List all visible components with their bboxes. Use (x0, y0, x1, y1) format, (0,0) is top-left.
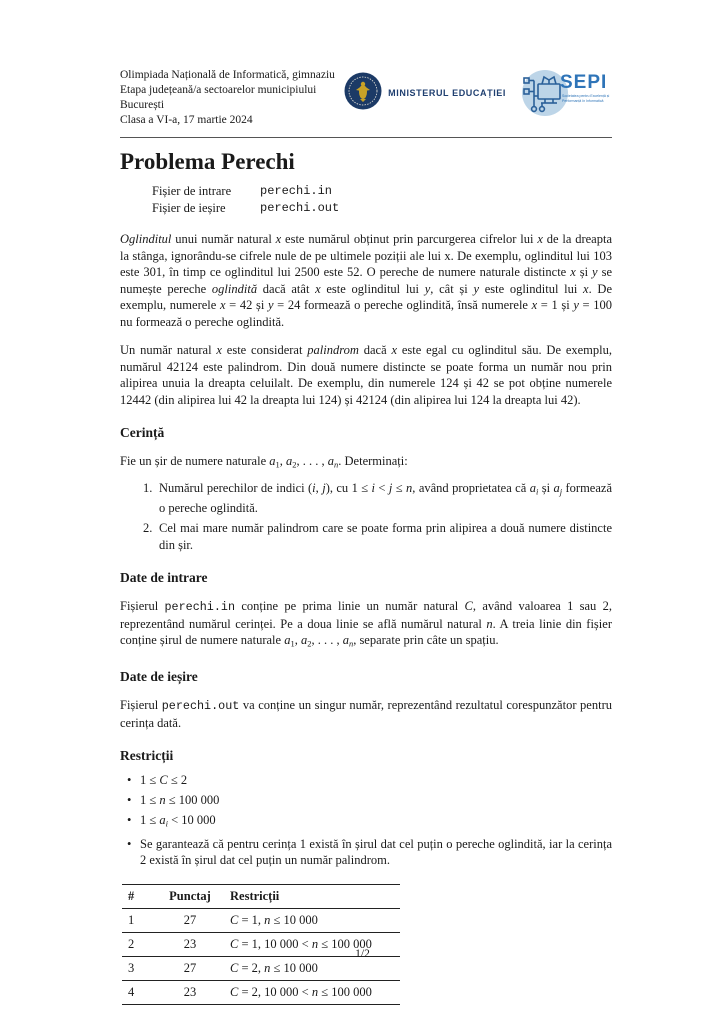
header-line-stage: Etapa județeană/a sectoarelor municipiului București (120, 84, 317, 111)
section-heading-cerinta: Cerință (120, 425, 165, 440)
paragraph-palindrom-definition: Un număr natural x este considerat palindrom dacă x este egal cu oglinditul său. De exemplu, numărul 42124 este palindrom. Din două numere distincte se poate forma un număr nou prin alipirea unuia la dreapta celuilalt. De exemplu, din numerele 124 și 42 se pot obține numerele 12442 (din alipirea lui 42 la dreapta lui 124) și 42124 (din alipirea lui 124 la dreapta lui 42). (120, 343, 613, 407)
cerinta-list (120, 480, 612, 553)
page-title: Problema Perechi (120, 149, 295, 174)
page-content (120, 68, 612, 1005)
cerinta-item-2-text: Cel mai mare număr palindrom care se poate forma prin alipirea a două numere distincte din șir. (159, 521, 612, 552)
restrictions-list (120, 772, 612, 868)
table-row: 3 27 C = 2, n ≤ 10 000 (122, 956, 400, 980)
page-number: 1/2 (355, 948, 370, 960)
table-row: 1 27 C = 1, n ≤ 10 000 (122, 908, 400, 932)
output-file-label: Fișier de ieșire (152, 201, 226, 215)
header-logos (344, 70, 612, 116)
section-heading-date-iesire: Date de ieșire (120, 669, 198, 685)
sepi-wordmark: SEPI (560, 72, 608, 93)
cerinta-item-1 (143, 480, 612, 516)
cerinta-item-2 (143, 520, 612, 553)
paragraph-oglindit-definition: Oglinditul unui număr natural x este numărul obținut prin parcurgerea cifrelor lui x de la dreapta la stânga, ignorându-se cifrele nule de pe ultimele poziții ale lui x. De exemplu, oglinditul lui 103 este 301, în timp ce oglinditul lui 2500 este 52. O pereche de numere naturale distincte x și y se numește pereche oglindită dacă atât x este oglinditul lui y, cât și y este oglinditul lui x. De exemplu, numerele x = 42 și y = 24 formează o pereche oglindită, însă numerele x = 1 și y = 100 nu formează o pereche oglindită. (120, 232, 613, 329)
output-file-name: perechi.out (260, 201, 340, 215)
restriction-item: • 1 ≤ C ≤ 2 (127, 773, 188, 788)
restriction-item: • 1 ≤ ai < 10 000 (127, 812, 612, 832)
cerinta-intro: Fie un șir de numere naturale a1, a2, . . . , an. Determinați: (120, 454, 408, 470)
output-file-row (152, 200, 612, 217)
restriction-item: • 1 ≤ n ≤ 100 000 (127, 793, 220, 808)
col-header-points: Punctaj (169, 888, 211, 903)
table-row: 4 23 C = 2, 10 000 < n ≤ 100 000 (122, 980, 400, 1004)
section-heading-date-intrare: Date de intrare (120, 570, 208, 586)
scoring-table-header (122, 884, 400, 908)
sepi-logo (520, 70, 612, 116)
bullet-icon: • (127, 836, 132, 851)
header-contest-info (120, 68, 344, 128)
sepi-subtitle: Societatea pentru Excelență și Performanță în Informatică (562, 94, 610, 103)
ministry-logo (344, 72, 506, 115)
input-file-label: Fișier de intrare (152, 184, 232, 198)
cerinta-item-2-marker: 2. (143, 521, 153, 536)
input-file-row (152, 183, 612, 200)
date-intrare-text: Fișierul perechi.in conține pe prima linie un număr natural C, având valoarea 1 sau 2, reprezentând numărul cerinței. Pe a doua linie se află numărul natural n. A treia linie din fișier conține șirul de numere naturale a1, a2, . . . , an, separate prin câte un spațiu. (120, 599, 612, 649)
section-heading-restrictii: Restricții (120, 748, 174, 764)
table-row: 2 23 C = 1, 10 000 < n ≤ 100 000 (122, 932, 400, 956)
bullet-icon: • (127, 793, 132, 808)
header-line-olympiad: Olimpiada Națională de Informatică, gimnaziu (120, 69, 335, 81)
ministry-label: MINISTERUL EDUCAȚIEI (388, 88, 506, 98)
ministry-emblem-icon (344, 72, 382, 115)
restriction-item: • Se garantează că pentru cerința 1 există în șirul dat cel puțin o pereche oglindită, iar la cerința 2 există în șirul dat cel puțin un număr palindrom. (127, 836, 612, 867)
input-file-name: perechi.in (260, 184, 333, 198)
header-line-class-date: Clasa a VI-a, 17 martie 2024 (120, 114, 253, 126)
scoring-table (122, 884, 400, 1005)
col-header-restrictions: Restricții (230, 888, 280, 903)
bullet-icon: • (127, 813, 132, 828)
cerinta-item-1-marker: 1. (143, 480, 153, 495)
date-iesire-text: Fișierul perechi.out va conține un singur număr, reprezentând rezultatul corespunzător pentru cerința dată. (120, 698, 612, 730)
page-header (120, 68, 612, 138)
cerinta-item-1-text: Numărul perechilor de indici (i, j), cu 1 ≤ i < j ≤ n, având proprietatea că ai și aj formează o pereche oglindită. (159, 480, 612, 515)
bullet-icon: • (127, 773, 132, 788)
col-header-number: # (128, 888, 135, 903)
file-info (152, 183, 612, 217)
